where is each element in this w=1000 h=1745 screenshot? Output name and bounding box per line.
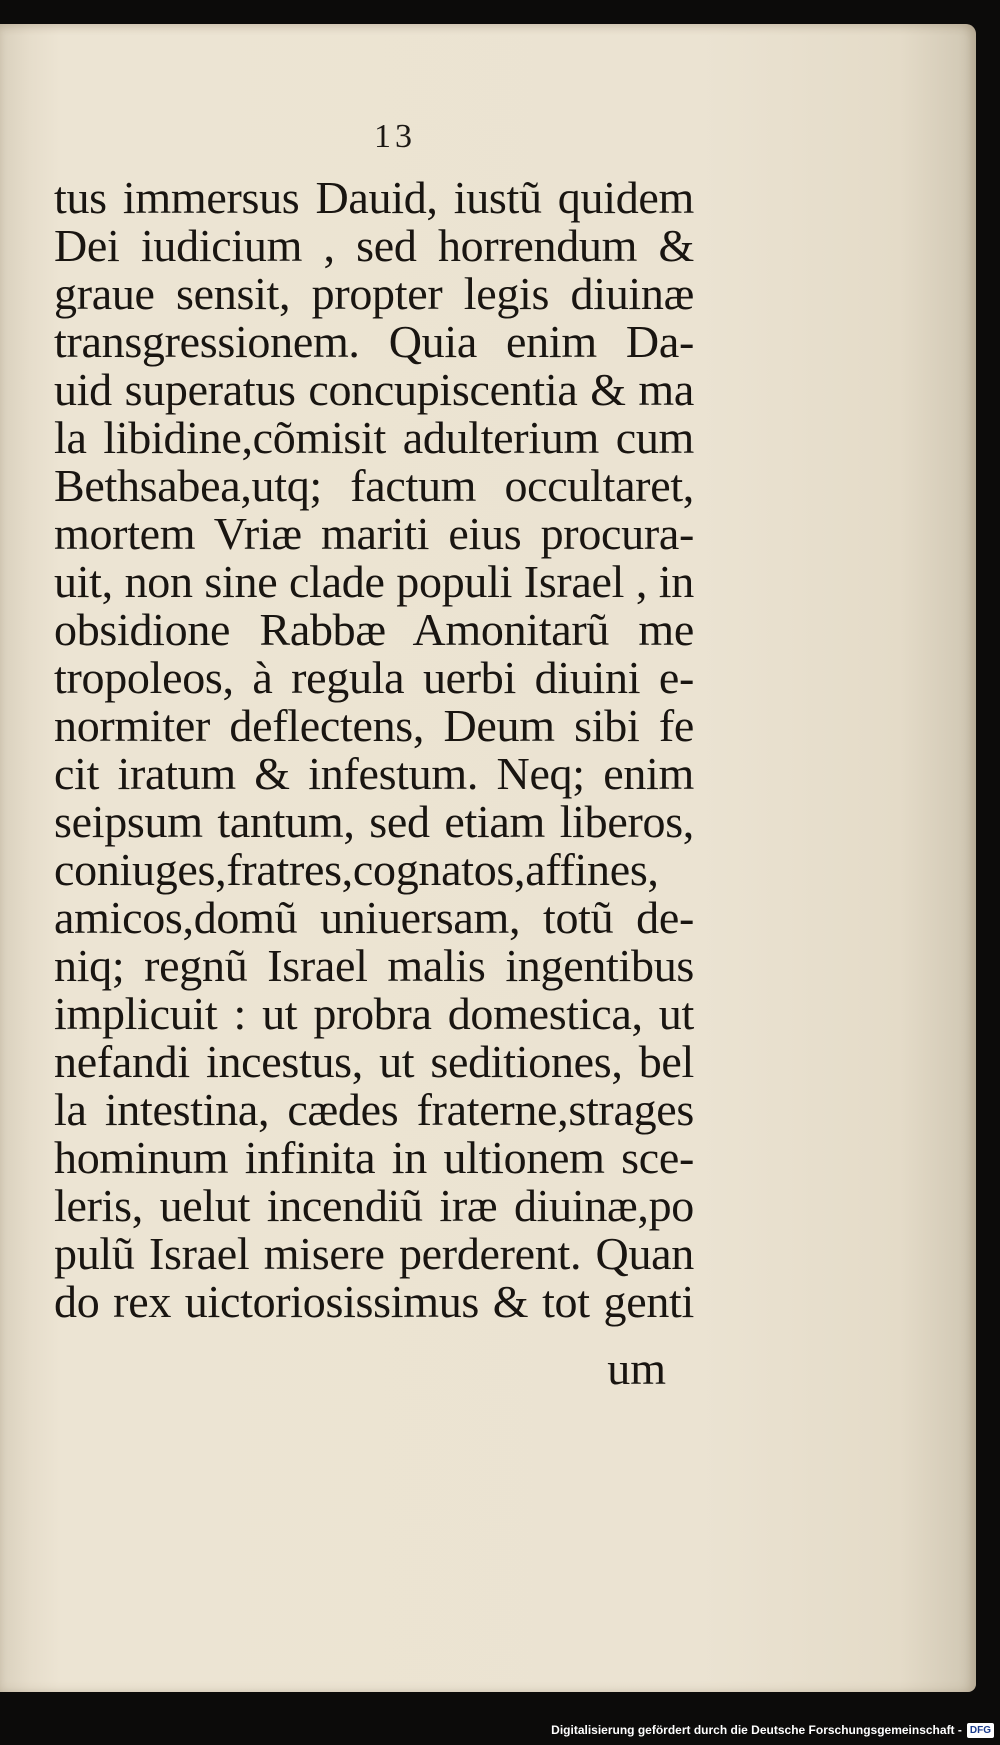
text-line: cit iratum & infestum. Neq; enim bbox=[54, 748, 694, 799]
page-number: 13 bbox=[374, 118, 416, 155]
text-line: do rex uictoriosissimus & tot genti bbox=[54, 1276, 694, 1327]
text-line: implicuit : ut probra domestica, ut bbox=[54, 988, 694, 1039]
text-line: mortem Vriæ mariti eius procura- bbox=[54, 508, 694, 559]
catchword: um bbox=[607, 1343, 666, 1394]
text-line: amicos,domũ uniuersam, totũ de- bbox=[54, 892, 694, 943]
text-line: obsidione Rabbæ Amonitarũ me bbox=[54, 604, 694, 655]
text-line: pulũ Israel misere perderent. Quan bbox=[54, 1228, 694, 1279]
text-line: graue sensit, propter legis diuinæ bbox=[54, 268, 694, 319]
text-line: Bethsabea,utq; factum occultaret, bbox=[54, 460, 694, 511]
text-line: la libidine,cõmisit adulterium cum bbox=[54, 412, 694, 463]
text-line: nefandi incestus, ut seditiones, bel bbox=[54, 1036, 694, 1087]
text-line: coniuges,fratres,cognatos,affines, bbox=[54, 844, 659, 895]
text-line: hominum infinita in ultionem sce- bbox=[54, 1132, 694, 1183]
book-page bbox=[0, 24, 976, 1692]
text-line: la intestina, cædes fraterne,strages bbox=[54, 1084, 694, 1135]
dfg-logo: DFG bbox=[967, 1723, 994, 1738]
text-line: seipsum tantum, sed etiam liberos, bbox=[54, 796, 694, 847]
text-line: Dei iudicium , sed horrendum & bbox=[54, 220, 694, 271]
text-line: leris, uelut incendiũ iræ diuinæ,po bbox=[54, 1180, 694, 1231]
text-line: tropoleos, à regula uerbi diuini e- bbox=[54, 652, 694, 703]
funding-credit bbox=[551, 1719, 994, 1741]
text-line: niq; regnũ Israel malis ingentibus bbox=[54, 940, 694, 991]
funding-credit-text: Digitalisierung gefördert durch die Deutsche Forschungsgemeinschaft - bbox=[551, 1723, 962, 1737]
text-line: uid superatus concupiscentia & ma bbox=[54, 364, 694, 415]
text-line: uit, non sine clade populi Israel , in bbox=[54, 556, 694, 607]
body-text bbox=[54, 174, 694, 1326]
text-line: normiter deflectens, Deum sibi fe bbox=[54, 700, 694, 751]
text-line: tus immersus Dauid, iustũ quidem bbox=[54, 172, 694, 223]
text-line: transgressionem. Quia enim Da- bbox=[54, 316, 694, 367]
